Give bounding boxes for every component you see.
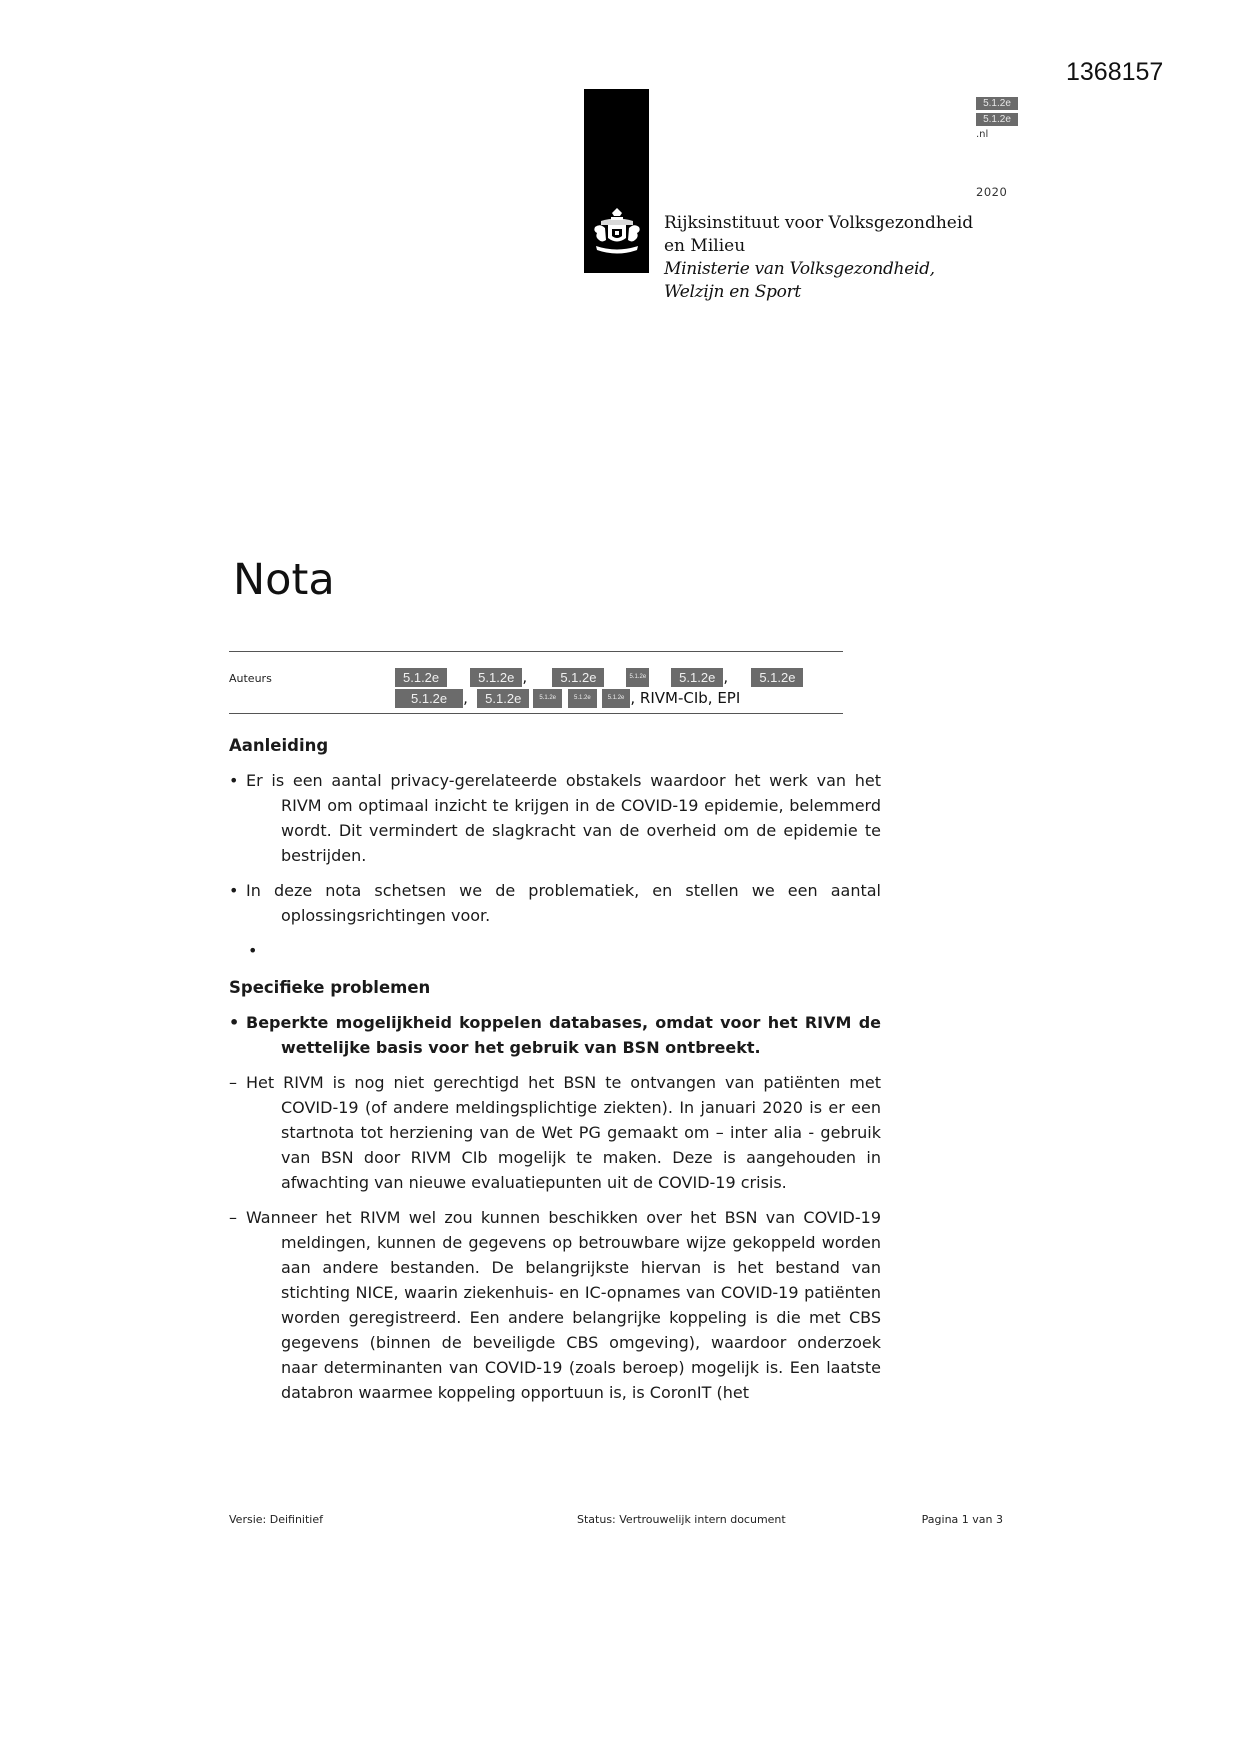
dash-text: Wanneer het RIVM wel zou kunnen beschikken over het BSN van COVID-19 meldingen, kunnen de gegevens op betrouwbare wijze gekoppeld worden aan andere bestanden. De belangrijkste hiervan is het bestand van stichting NICE, waarin ziekenhuis- en IC-opnames van COVID-19 patiënten worden geregistreerd. Een andere belangrijke koppeling is die met CBS gegevens (binnen de beveiligde CBS omgeving), waardoor onderzoek naar determinanten van COVID-19 (zoals beroep) mogelijk is. Een laatste databron waarmee koppeling opportuun is, is CoronIT (het [246,1208,881,1402]
redacted-contact-2: 5.1.2e [976,113,1018,126]
document-body [229,733,881,1415]
redacted-author: 5.1.2e [470,668,522,687]
redacted-author: 5.1.2e [626,668,649,687]
redacted-author: 5.1.2e [395,668,447,687]
dash-marker: – [229,1073,237,1092]
authors-block [229,651,843,714]
organization-line-1: Rijksinstituut voor Volksgezondheid [664,213,974,233]
authors-row-1: 5.1.2e 5.1.2e , 5.1.2e 5.1.2e 5.1.2e , 5.1.2e [395,668,803,687]
authors-row-2: 5.1.2e , 5.1.2e 5.1.2e 5.1.2e 5.1.2e , RIVM-CIb, EPI [395,689,740,708]
contact-block [976,97,1018,140]
redacted-author: 5.1.2e [602,689,631,708]
bullet-text: Beperkte mogelijkheid koppelen databases, omdat voor het RIVM de wettelijke basis voor het gebruik van BSN ontbreekt. [246,1013,881,1057]
document-year: 2020 [976,185,1008,199]
dash-item [229,1205,881,1405]
footer-page-number: Pagina 1 van 3 [921,1513,1003,1526]
bullet-item [229,878,881,928]
ministry-line-1: Ministerie van Volksgezondheid, [664,259,935,279]
ministry-line-2: Welzijn en Sport [664,282,801,302]
bullet-text: In deze nota schetsen we de problematiek, en stellen we een aantal oplossingsrichtingen voor. [246,881,881,925]
authors-label: Auteurs [229,672,272,685]
bullet-marker: • [229,1013,240,1032]
page-title: Nota [233,555,335,605]
redacted-author: 5.1.2e [751,668,803,687]
dash-marker: – [229,1208,237,1227]
footer-status: Status: Vertrouwelijk intern document [577,1513,786,1526]
email-suffix: .nl [976,129,989,140]
footer-version: Versie: Deifinitief [229,1513,323,1526]
organization-name [664,212,973,304]
redacted-author: 5.1.2e [395,689,463,708]
redacted-contact-1: 5.1.2e [976,97,1018,110]
redacted-author: 5.1.2e [552,668,604,687]
dash-text: Het RIVM is nog niet gerechtigd het BSN te ontvangen van patiënten met COVID-19 (of andere meldingsplichtige ziekten). In januari 2020 is er een startnota tot herziening van de Wet PG gemaakt om – inter alia - gebruik van BSN door RIVM CIb mogelijk te maken. Deze is aangehouden in afwachting van nieuwe evaluatiepunten uit de COVID-19 crisis. [246,1073,881,1192]
authors-affiliation: , RIVM-CIb, EPI [630,689,741,707]
royal-coat-of-arms-icon [591,207,643,257]
dash-item [229,1070,881,1195]
rijksoverheid-logo-bar [584,89,649,273]
empty-bullet-item [248,938,881,963]
bullet-marker: • [229,881,239,900]
redacted-author: 5.1.2e [533,689,562,708]
bullet-marker: • [248,941,258,960]
redacted-author: 5.1.2e [671,668,723,687]
organization-line-2: en Milieu [664,236,746,256]
redacted-author: 5.1.2e [477,689,529,708]
document-number: 1368157 [1066,58,1164,86]
redacted-author: 5.1.2e [568,689,597,708]
section-heading-specifieke-problemen: Specifieke problemen [229,978,431,997]
bullet-item [229,768,881,868]
bullet-item [229,1010,881,1060]
section-heading-aanleiding: Aanleiding [229,736,329,755]
bullet-text: Er is een aantal privacy-gerelateerde obstakels waardoor het werk van het RIVM om optimaal inzicht te krijgen in de COVID-19 epidemie, belemmerd wordt. Dit vermindert de slagkracht van de overheid om de epidemie te bestrijden. [246,771,881,865]
bullet-marker: • [229,771,239,790]
page-footer [229,1513,1003,1529]
